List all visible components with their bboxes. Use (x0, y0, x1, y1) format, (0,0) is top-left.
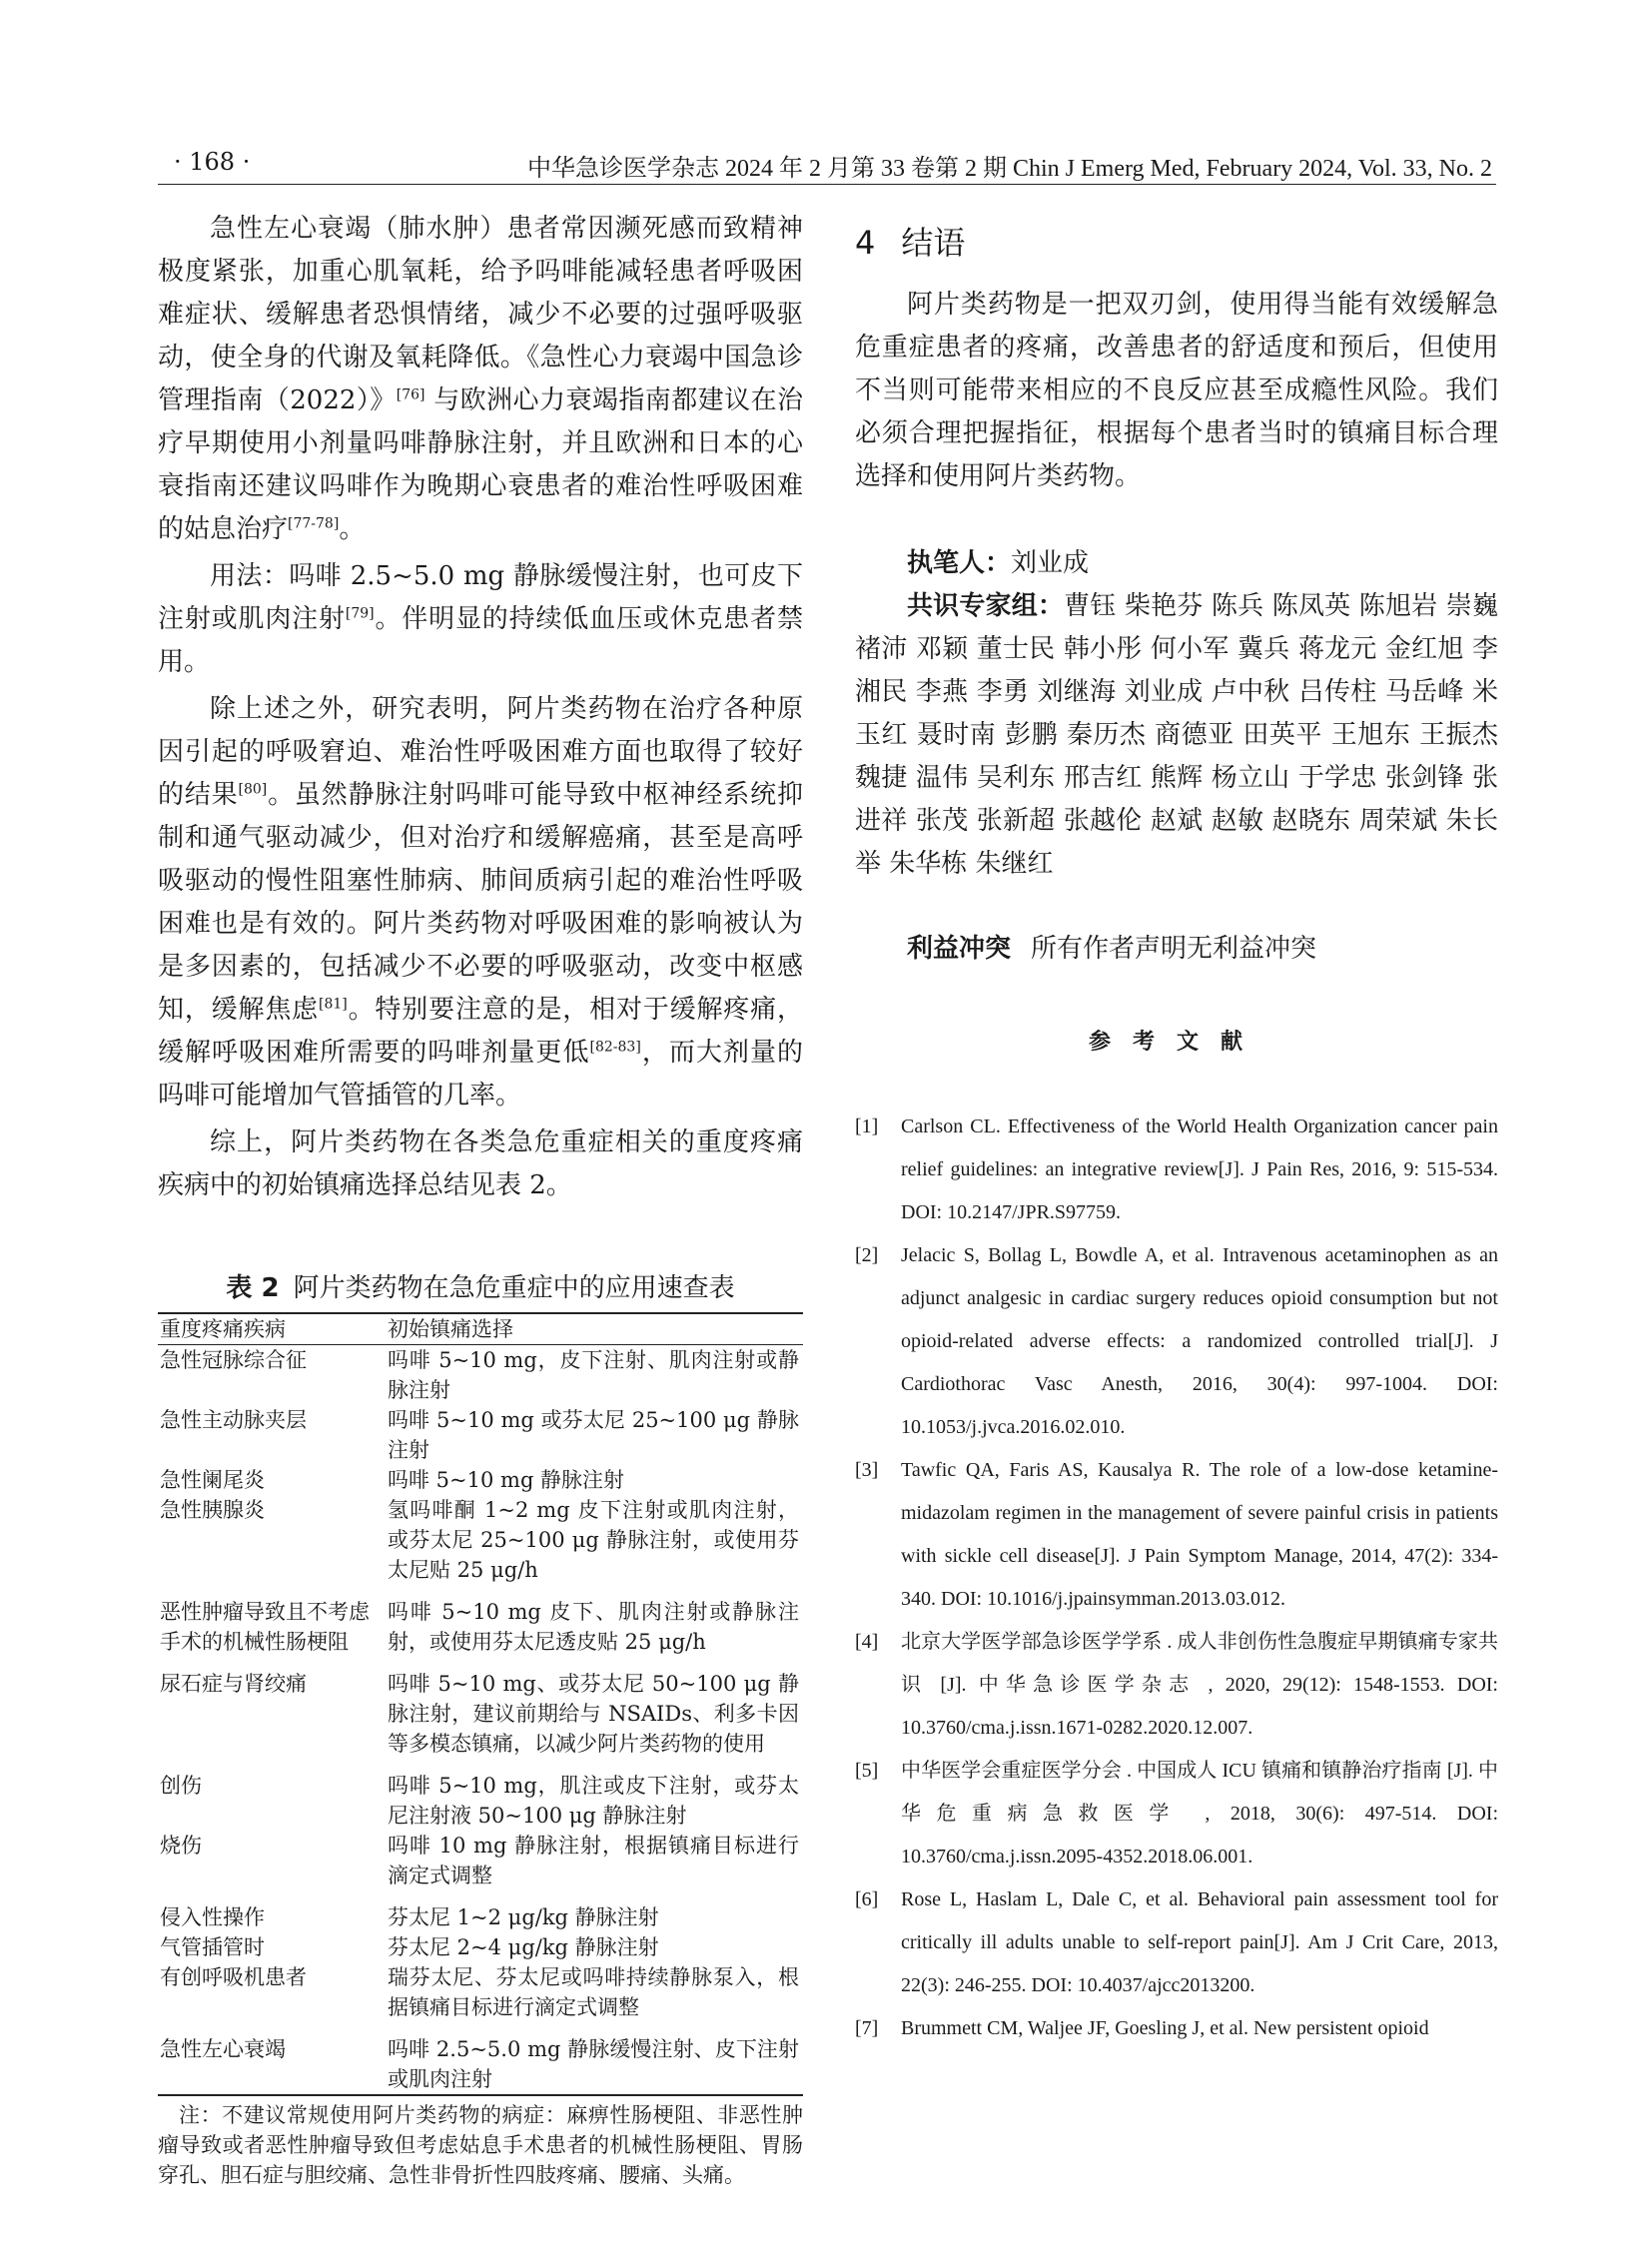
table-2 (158, 1267, 803, 2190)
writer-name: 刘业成 (1011, 548, 1090, 578)
reference-item: [6] Rose L, Haslam L, Dale C, et al. Behavioral pain assessment tool for critically ill adults unable to self-report pain[J]. Am J Crit Care, 2013, 22(3): 246-255. DOI: 10.4037/ajcc2013200. (855, 1888, 1498, 1996)
disease-cell: 急性左心衰竭 (160, 2037, 286, 2061)
citation-ref: [81] (319, 996, 348, 1013)
paragraph-dyspnea: 除上述之外，研究表明，阿片类药物在治疗各种原因引起的呼吸窘迫、难治性呼吸困难方面也取得了较好的结果[80]。虽然静脉注射吗啡可能导致中枢神经系统抑制和通气驱动减少，但对治疗和缓解癌痛，甚至是高呼吸驱动的慢性阻塞性肺病、肺间质病引起的难治性呼吸困难也是有效的。阿片类药物对呼吸困难的影响被认为是多因素的，包括减少不必要的呼吸驱动，改变中枢感知，缓解焦虑[81]。特别要注意的是，相对于缓解疼痛，缓解呼吸困难所需要的吗啡剂量更低[82-83]，而大剂量的吗啡可能增加气管插管的几率。 (158, 694, 803, 1111)
analgesia-cell: 吗啡 5~10 mg，皮下注射、肌肉注射或静脉注射 (388, 1348, 799, 1402)
section-number: 4 (855, 224, 876, 262)
conflict-of-interest (855, 928, 1498, 971)
table-row (158, 2022, 803, 2095)
disease-cell: 急性主动脉夹层 (160, 1408, 307, 1432)
disease-cell: 有创呼吸机患者 (160, 1965, 307, 1989)
page-number: · 168 · (174, 148, 251, 176)
table-row (158, 1585, 803, 1657)
left-column (158, 208, 803, 2190)
table-caption: 表 2 阿片类药物在急危重症中的应用速查表 (226, 1273, 735, 1303)
expert-panel (855, 585, 1498, 886)
table-row (158, 1759, 803, 1831)
reference-item: [1] Carlson CL. Effectiveness of the World Health Organization cancer pain relief guidelines: an integrative review[J]. J Pain Res, 2016, 9: 515-534. DOI: 10.2147/JPR.S97759. (855, 1116, 1498, 1223)
table-row (158, 1345, 803, 1406)
paragraph-usage: 用法：吗啡 2.5~5.0 mg 静脉缓慢注射，也可皮下注射或肌肉注射[79]。伴明显的持续低血压或休克患者禁用。 (158, 561, 803, 677)
right-column (855, 208, 1498, 2050)
analgesia-cell: 吗啡 5~10 mg、或芬太尼 50~100 μg 静脉注射，建议前期给与 NSAIDs、利多卡因等多模态镇痛，以减少阿片类药物的使用 (388, 1672, 799, 1756)
writer-line (855, 542, 1498, 585)
analgesia-cell: 吗啡 5~10 mg 皮下、肌肉注射或静脉注射，或使用芬太尼透皮贴 25 μg/h (388, 1600, 799, 1654)
paragraph-summary: 综上，阿片类药物在各类急危重症相关的重度疼痛疾病中的初始镇痛选择总结见表 2。 (158, 1127, 803, 1200)
table-row (158, 1495, 803, 1585)
citation-ref: [79] (345, 605, 375, 622)
disease-cell: 创伤 (160, 1774, 202, 1798)
table-row (158, 1962, 803, 2022)
disease-cell: 恶性肿瘤导致且不考虑手术的机械性肠梗阻 (160, 1600, 370, 1654)
experts-names: 曹钰 柴艳芬 陈兵 陈凤英 陈旭岩 崇巍 褚沛 邓颖 董士民 韩小彤 何小军 冀兵 蒋龙元 金红旭 李湘民 李燕 李勇 刘继海 刘业成 卢中秋 吕传柱 马岳峰 米玉红 聂时南 彭鹏 秦历杰 商德亚 田英平 王旭东 王振杰 魏捷 温伟 吴利东 邢吉红 熊辉 杨立山 于学忠 张剑锋 张进祥 张茂 张新超 张越伦 赵斌 赵敏 赵晓东 周荣斌 朱长举 朱华栋 朱继红 (855, 591, 1498, 879)
disease-cell: 烧伤 (160, 1834, 202, 1858)
analgesia-cell: 吗啡 5~10 mg 静脉注射 (388, 1468, 625, 1492)
citation-ref: [82-83] (589, 1039, 641, 1056)
analgesia-cell: 吗啡 2.5~5.0 mg 静脉缓慢注射、皮下注射或肌肉注射 (388, 2037, 799, 2091)
citation-ref: [76] (396, 386, 425, 403)
analgesia-cell: 瑞芬太尼、芬太尼或吗啡持续静脉泵入，根据镇痛目标进行滴定式调整 (388, 1965, 799, 2019)
analgesia-cell: 吗啡 5~10 mg 或芬太尼 25~100 μg 静脉注射 (388, 1408, 799, 1462)
section-heading (855, 218, 1498, 264)
writer-label: 执笔人： (907, 548, 1012, 578)
conflict-label: 利益冲突 (907, 934, 1012, 964)
reference-item: [7] Brummett CM, Waljee JF, Goesling J, et al. New persistent opioid (855, 2017, 1429, 2039)
reference-list (855, 1106, 1498, 2050)
disease-cell: 急性胰腺炎 (160, 1498, 265, 1522)
opioid-quick-reference-table (158, 1312, 803, 2096)
disease-cell: 急性阑尾炎 (160, 1468, 265, 1492)
section-title: 结语 (901, 224, 966, 262)
analgesia-cell: 吗啡 10 mg 静脉注射，根据镇痛目标进行滴定式调整 (388, 1834, 799, 1887)
table-row (158, 1657, 803, 1759)
citation-ref: [77-78] (288, 515, 340, 532)
analgesia-cell: 吗啡 5~10 mg，肌注或皮下注射，或芬太尼注射液 50~100 μg 静脉注射 (388, 1774, 799, 1828)
conclusion-paragraph: 阿片类药物是一把双刃剑，使用得当能有效缓解急危重症患者的疼痛，改善患者的舒适度和预后，但使用不当则可能带来相应的不良反应甚至成瘾性风险。我们必须合理把握指征，根据每个患者当时的镇痛目标合理选择和使用阿片类药物。 (855, 290, 1498, 491)
citation-ref: [80] (238, 781, 268, 798)
disease-cell: 急性冠脉综合征 (160, 1348, 307, 1372)
reference-item: [5] 中华医学会重症医学分会 . 中国成人 ICU 镇痛和镇静治疗指南 [J]. 中华危重病急救医学 , 2018, 30(6): 497-514. DOI: 10.3760/cma.j.issn.2095-4352.2018.06.001. (855, 1760, 1498, 1868)
disease-cell: 气管插管时 (160, 1935, 265, 1959)
analgesia-cell: 氢吗啡酮 1~2 mg 皮下注射或肌肉注射，或芬太尼 25~100 μg 静脉注射，或使用芬太尼贴 25 μg/h (388, 1498, 799, 1582)
running-header (158, 148, 1496, 185)
table-row (158, 1405, 803, 1465)
conflict-statement: 所有作者声明无利益冲突 (1031, 934, 1317, 964)
reference-item: [2] Jelacic S, Bollag L, Bowdle A, et al. Intravenous acetaminophen as an adjunct analgesic in cardiac surgery reduces opioid consumption but not opioid-related adverse effects: a randomized controlled trial[J]. J Cardiothorac Vasc Anesth, 2016, 30(4): 997-1004. DOI: 10.1053/j.jvca.2016.02.010. (855, 1244, 1498, 1438)
journal-citation: 中华急诊医学杂志 2024 年 2 月第 33 卷第 2 期 Chin J Emerg Med, February 2024, Vol. 33, No. 2 (527, 156, 1492, 182)
disease-cell: 侵入性操作 (160, 1905, 265, 1929)
reference-item: [3] Tawfic QA, Faris AS, Kausalya R. The role of a low-dose ketamine-midazolam regimen in the management of severe painful crisis in patients with sickle cell disease[J]. J Pain Symptom Manage, 2014, 47(2): 334-340. DOI: 10.1016/j.jpainsymman.2013.03.012. (855, 1459, 1498, 1610)
references-heading: 参考文献 (1088, 1030, 1264, 1055)
experts-label: 共识专家组： (907, 591, 1065, 621)
paragraph-heart-failure: 急性左心衰竭（肺水肿）患者常因濒死感而致精神极度紧张，加重心肌氧耗，给予吗啡能减轻患者呼吸困难症状、缓解患者恐惧情绪，减少不必要的过强呼吸驱动，使全身的代谢及氧耗降低。《急性心力衰竭中国急诊管理指南（2022）》[76] 与欧洲心力衰竭指南都建议在治疗早期使用小剂量吗啡静脉注射，并且欧洲和日本的心衰指南还建议吗啡作为晚期心衰患者的难治性呼吸困难的姑息治疗[77-78]。 (158, 214, 804, 544)
table-header-row (158, 1313, 803, 1345)
table-row (158, 1890, 803, 1932)
table-footnote: 注：不建议常规使用阿片类药物的病症：麻痹性肠梗阻、非恶性肿瘤导致或者恶性肿瘤导致但考虑姑息手术患者的机械性肠梗阻、胃肠穿孔、胆石症与胆绞痛、急性非骨折性四肢疼痛、腰痛、头痛。 (158, 2103, 803, 2187)
column-header: 重度疼痛疾病 (158, 1313, 386, 1345)
disease-cell: 尿石症与肾绞痛 (160, 1672, 307, 1696)
analgesia-cell: 芬太尼 2~4 μg/kg 静脉注射 (388, 1935, 659, 1959)
table-row (158, 1831, 803, 1890)
reference-item: [4] 北京大学医学部急诊医学学系 . 成人非创伤性急腹症早期镇痛专家共识 [J]. 中华急诊医学杂志 , 2020, 29(12): 1548-1553. DOI: 10.3760/cma.j.issn.1671-0282.2020.12.007. (855, 1631, 1498, 1739)
table-row (158, 1932, 803, 1962)
analgesia-cell: 芬太尼 1~2 μg/kg 静脉注射 (388, 1905, 659, 1929)
column-header: 初始镇痛选择 (386, 1313, 803, 1345)
table-row (158, 1465, 803, 1495)
